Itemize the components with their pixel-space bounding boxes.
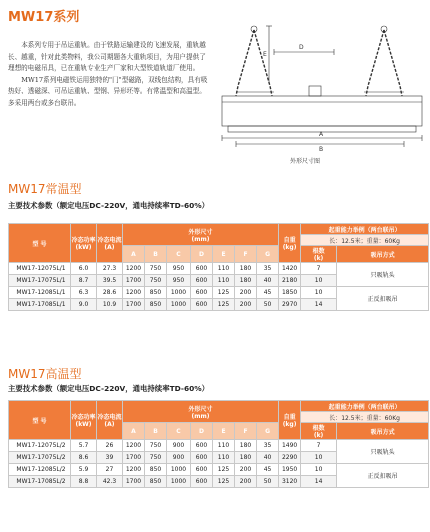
value-cell: 1200 [123,263,145,275]
header-current [97,401,123,440]
header-label: 冷态电流 [97,414,122,421]
high-spec-table [8,400,429,488]
value-cell: 850 [145,299,167,311]
value-cell: 40 [257,275,279,287]
value-cell: 110 [213,452,235,464]
value-cell: 1490 [279,440,301,452]
header-unit: (kW) [75,421,92,428]
model-cell: MW17-17075L/2 [9,452,71,464]
header-model: 型 号 [9,401,71,440]
drawing-caption: 外形尺寸图 [290,158,321,165]
header-lift-description: 长：12.5米；重量：60Kg [301,235,429,246]
value-cell: 600 [191,440,213,452]
value-cell: 1420 [279,263,301,275]
header-label: 自重 [283,414,296,421]
header-unit: (mm) [191,235,210,243]
header-model: 型 号 [9,224,71,263]
value-cell: 850 [145,287,167,299]
value-cell: 5.9 [71,464,97,476]
table-row [9,287,429,299]
table-row [9,440,429,452]
value-cell: 1700 [123,299,145,311]
value-cell: 1200 [123,440,145,452]
value-cell: 9.0 [71,299,97,311]
model-cell: MW17-17085L/1 [9,299,71,311]
header-label: 根数 [312,248,325,255]
header-unit: (kg) [282,421,297,428]
value-cell: 110 [213,263,235,275]
value-cell: 1700 [123,275,145,287]
header-dim-col: D [191,423,213,440]
value-cell: 40 [257,452,279,464]
value-cell: 750 [145,452,167,464]
value-cell: 180 [235,452,257,464]
value-cell: 200 [235,464,257,476]
dim-label-d: D [299,44,304,51]
value-cell: 2180 [279,275,301,287]
value-cell: 28.6 [97,287,123,299]
value-cell: 3120 [279,476,301,488]
value-cell: 850 [145,476,167,488]
value-cell: 5.7 [71,440,97,452]
value-cell: 26 [97,440,123,452]
value-cell: 10 [301,452,337,464]
high-table-body [9,401,429,488]
header-row [9,401,429,412]
header-label: 外形尺寸 [188,405,213,413]
header-count [301,423,337,440]
model-cell: MW17-17085L/2 [9,476,71,488]
model-cell: MW17-12085L/2 [9,464,71,476]
header-method: 吸吊方式 [337,423,429,440]
header-dim-col: B [145,246,167,263]
normal-section-title: MW17常温型 [8,182,82,196]
header-unit: (A) [104,421,115,428]
high-section-title: MW17高温型 [8,367,82,381]
header-dim-col: A [123,423,145,440]
header-label: 自重 [283,237,296,244]
header-power [71,401,97,440]
value-cell: 8.7 [71,275,97,287]
value-cell: 39.5 [97,275,123,287]
value-cell: 8.6 [71,452,97,464]
value-cell: 750 [145,263,167,275]
header-dim-col: E [213,423,235,440]
header-dim-col: C [167,423,191,440]
header-dim-col: G [257,423,279,440]
method-cell: 正反扣吸吊 [337,287,429,311]
header-label: 冷态功率 [71,414,96,421]
value-cell: 1200 [123,464,145,476]
value-cell: 45 [257,464,279,476]
value-cell: 950 [167,263,191,275]
value-cell: 600 [191,275,213,287]
normal-section-subtitle: 主要技术参数（额定电压DC-220V，通电持续率TD-60%） [8,201,210,210]
header-current [97,224,123,263]
value-cell: 39 [97,452,123,464]
header-dim-col: D [191,246,213,263]
value-cell: 750 [145,440,167,452]
series-title: MW17系列 [8,10,80,25]
model-cell: MW17-12075L/2 [9,440,71,452]
header-unit: (k) [313,255,324,262]
value-cell: 1850 [279,287,301,299]
value-cell: 200 [235,287,257,299]
value-cell: 14 [301,476,337,488]
high-section-subtitle: 主要技术参数（额定电压DC-220V，通电持续率TD-60%） [8,384,210,393]
normal-table-body [9,224,429,311]
table-row [9,263,429,275]
header-row [9,224,429,235]
value-cell: 125 [213,476,235,488]
header-label: 外形尺寸 [188,228,213,236]
value-cell: 110 [213,440,235,452]
value-cell: 27 [97,464,123,476]
value-cell: 200 [235,476,257,488]
header-lift-capacity: 起重能力举例（两台联吊） [301,401,429,412]
lifting-chain-left [236,26,272,96]
header-dim-col: B [145,423,167,440]
value-cell: 14 [301,299,337,311]
value-cell: 950 [167,275,191,287]
header-unit: (A) [104,244,115,251]
value-cell: 180 [235,263,257,275]
value-cell: 1200 [123,287,145,299]
header-unit: (kg) [282,244,297,251]
header-weight [279,224,301,263]
header-dimensions [123,401,279,423]
value-cell: 35 [257,263,279,275]
value-cell: 7 [301,263,337,275]
value-cell: 6.3 [71,287,97,299]
value-cell: 600 [191,476,213,488]
value-cell: 900 [167,452,191,464]
model-cell: MW17-17075L/1 [9,275,71,287]
value-cell: 27.3 [97,263,123,275]
header-unit: (mm) [191,412,210,420]
value-cell: 10.9 [97,299,123,311]
dimension-drawing [214,22,426,152]
header-weight [279,401,301,440]
header-dim-col: G [257,246,279,263]
value-cell: 10 [301,287,337,299]
value-cell: 850 [145,464,167,476]
normal-spec-table [8,223,429,311]
value-cell: 2290 [279,452,301,464]
value-cell: 1000 [167,464,191,476]
value-cell: 200 [235,299,257,311]
header-unit: (kW) [75,244,92,251]
value-cell: 35 [257,440,279,452]
header-lift-capacity: 起重能力举例（两台联吊） [301,224,429,235]
header-dim-col: F [235,246,257,263]
value-cell: 600 [191,464,213,476]
value-cell: 110 [213,275,235,287]
value-cell: 600 [191,299,213,311]
value-cell: 600 [191,452,213,464]
header-label: 冷态功率 [71,237,96,244]
model-cell: MW17-12085L/1 [9,287,71,299]
value-cell: 1000 [167,287,191,299]
value-cell: 1700 [123,476,145,488]
header-dimensions [123,224,279,246]
value-cell: 600 [191,287,213,299]
method-cell: 只吸轨头 [337,263,429,287]
value-cell: 10 [301,275,337,287]
header-power [71,224,97,263]
value-cell: 8.8 [71,476,97,488]
header-dim-col: F [235,423,257,440]
dim-label-a: A [319,131,324,138]
table-row [9,464,429,476]
value-cell: 900 [167,440,191,452]
magnet-body [222,96,422,126]
value-cell: 45 [257,287,279,299]
value-cell: 1000 [167,299,191,311]
value-cell: 10 [301,464,337,476]
value-cell: 1000 [167,476,191,488]
value-cell: 750 [145,275,167,287]
value-cell: 125 [213,287,235,299]
value-cell: 600 [191,263,213,275]
intro-paragraph-1: 本系列专用于吊运重轨。由于铁路运输建设的飞速发展，重轨越长、越重，针对此类物料，我公司期题各大重轨项目，为用户提供了理想的电磁吊具，已在重轨专业生产厂家和大型铁道轨道厂使用。 [8,41,206,73]
dim-label-e: E [263,51,267,58]
value-cell: 180 [235,275,257,287]
value-cell: 125 [213,464,235,476]
header-label: 冷态电流 [97,237,122,244]
value-cell: 6.0 [71,263,97,275]
header-dim-col: E [213,246,235,263]
value-cell: 180 [235,440,257,452]
value-cell: 42.3 [97,476,123,488]
value-cell: 2970 [279,299,301,311]
header-lift-description: 长：12.5米；重量：60Kg [301,412,429,423]
lifting-chain-right [366,26,402,96]
method-cell: 只吸轨头 [337,440,429,464]
header-count [301,246,337,263]
value-cell: 1950 [279,464,301,476]
value-cell: 50 [257,476,279,488]
header-dim-col: C [167,246,191,263]
header-method: 吸吊方式 [337,246,429,263]
dim-label-b: B [319,146,324,152]
intro-text [8,40,208,110]
value-cell: 7 [301,440,337,452]
intro-paragraph-2: MW17系列电磁铁运用独特的"冂"型磁路，双线包结构，具有吸热好、透磁深、可吊运重轨、型钢、异形坯等。有常温型和高温型。多采用两台或多台联吊。 [8,75,208,107]
header-unit: (k) [313,432,324,439]
model-cell: MW17-12075L/1 [9,263,71,275]
value-cell: 125 [213,299,235,311]
header-dim-col: A [123,246,145,263]
method-cell: 正反扣吸吊 [337,464,429,488]
header-label: 根数 [312,425,325,432]
value-cell: 50 [257,299,279,311]
value-cell: 1700 [123,452,145,464]
